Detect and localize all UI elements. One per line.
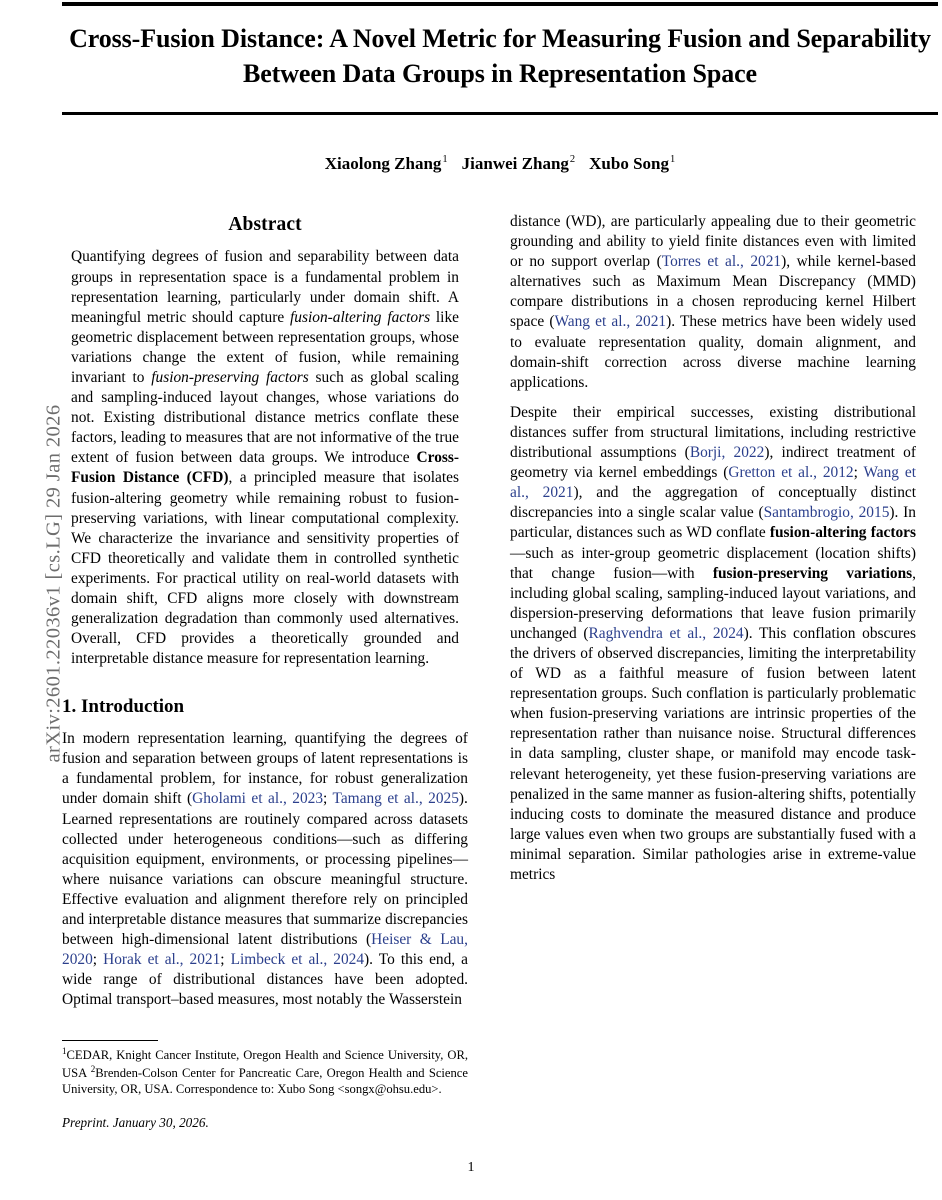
author-1 — [325, 154, 448, 173]
footnote-rule — [62, 1040, 158, 1041]
citation-link[interactable]: 2023 — [292, 790, 324, 808]
author-name: Xubo Song — [589, 154, 670, 173]
footnote-block — [62, 1040, 468, 1131]
citation-link[interactable]: 2021 — [635, 313, 667, 331]
citation-link[interactable] — [411, 931, 419, 948]
author-list — [62, 154, 938, 174]
introduction-right-flow — [510, 212, 916, 885]
citation-link[interactable]: Gholami — [192, 790, 246, 808]
citation-link[interactable]: et — [707, 253, 719, 271]
citation-link[interactable]: et — [147, 951, 159, 969]
citation-link[interactable]: Tamang — [332, 790, 382, 808]
citation-link[interactable]: Torres — [661, 253, 701, 271]
author-2 — [462, 154, 575, 173]
citation-link[interactable]: Heiser — [371, 931, 412, 949]
citation-link[interactable]: 2021 — [189, 951, 221, 969]
citation-link[interactable]: 2024 — [333, 951, 365, 969]
citation-link[interactable]: Raghvendra et al., 2024 — [588, 624, 744, 642]
title-line-1: Cross-Fusion Distance: A Novel Metric for Measuring Fusion and Separability — [69, 24, 931, 53]
preprint-notice: Preprint. January 30, 2026. — [62, 1114, 209, 1130]
citation-link[interactable]: al., — [725, 253, 744, 271]
intro-paragraph-2: Despite their empirical successes, existing distributional distances suffer from structural limitations, including restrictive distributional assumptions (Borji, 2022), indirect treatment of geometry via kernel embeddings (Gretton et al., 2012; Wang et al., 2021), and the aggregation of conceptually distinct discrepancies into a single scalar value (Santambrogio, 2015). In particular, distances such as WD conflate fusion-altering factors—such as inter-group geometric displacement (location shifts) that change fusion—with fusion-preserving variations, including global scaling, sampling-induced layout variations, and dispersion-preserving deformations that leave fusion primarily unchanged (Raghvendra et al., 2024). This conflation obscures the drivers of observed discrepancies, limiting the interpretability of WD as a faithful measure of fusion between latent representation groups. Such conflation is particularly problematic when fusion-preserving variations are intrinsic properties of the representation rather than nuisance noise. Structural differences in data sampling, cluster shape, or manifold may encode task-relevant heterogeneity, yet these fusion-preserving variations are penalized in the same manner as fusion-altering shifts, potentially inducing costs to dominate the measured distance and produce large values even when two groups are substantially fused with a minimal separation. Similar pathologies arise in extreme-value metrics — [510, 403, 917, 883]
citation-link[interactable]: et — [595, 313, 607, 331]
citation-link[interactable] — [432, 931, 440, 948]
citation-link[interactable]: et — [387, 790, 399, 808]
title-line-2: Between Data Groups in Representation Space — [242, 58, 757, 88]
citation-link[interactable]: al., — [403, 790, 423, 808]
author-affiliation-marker: 1 — [670, 154, 676, 166]
title-rule — [62, 112, 938, 115]
page-title — [62, 22, 938, 91]
footnote-affiliations: $^1$CEDAR, Knight Cancer Institute, Oregon Health and Science University, OR, USA $^2$Brenden-Colson Center for Pancreatic Care, Oregon Health and Science University, OR, USA. Correspondence to: Xubo Song <songx@ohsu.edu>. — [62, 1046, 468, 1096]
citation-link[interactable]: al., — [611, 313, 631, 331]
right-column — [510, 212, 916, 885]
citation-link[interactable]: Limbeck — [230, 951, 286, 969]
page-number: 1 — [467, 1160, 475, 1175]
citation-link[interactable]: Gretton et al., 2012 — [728, 464, 854, 482]
citation-link[interactable]: 2020 — [62, 951, 93, 969]
author-name: Xiaolong Zhang — [324, 154, 442, 173]
citation-link[interactable]: Santambrogio, 2015 — [763, 504, 890, 522]
citation-link[interactable]: al., — [267, 790, 287, 808]
arxiv-stamp: arXiv:2601.22036v1 [cs.LG] 29 Jan 2026 — [42, 404, 65, 763]
intro-paragraph-part-2: distance (WD), are particularly appealing due to their geometric grounding and ability to yield finite distances even with limited or no support overlap (Torres et al., 2021), while kernel-based alternatives such as Maximum Mean Discrepancy (MMD) compare distributions in a chosen reproducing kernel Hilbert space (Wang et al., 2021). These metrics have been widely used to evaluate representation quality, domain alignment, and domain-shift correction across diverse machine learning applications. — [510, 213, 916, 391]
citation-link[interactable]: et — [251, 790, 263, 808]
citation-link[interactable]: 2021 — [750, 253, 782, 271]
citation-link[interactable]: Wang et al., 2021 — [510, 464, 916, 502]
abstract-body: Quantifying degrees of fusion and separability between data groups in representation space is a fundamental problem in representation learning, particularly under domain shift. A meaningful metric should capture fusion-altering factors like geometric displacement between representation groups, whose variations change the extent of fusion, while remaining invariant to fusion-preserving factors such as global scaling and sampling-induced layout changes, whose variations do not. Existing distributional distance metrics conflate these factors, leading to measures that are not informative of the true extent of fusion between data groups. We introduce Cross-Fusion Distance (CFD), a principled measure that isolates fusion-altering geometry while remaining robust to fusion-preserving variations, with linear computational complexity. We characterize the invariance and sensitivity properties of CFD theoretically and validate them in controlled synthetic experiments. For practical utility on real-world datasets with domain shift, CFD aligns more closely with downstream generalization degradation than commonly used alternatives. Overall, CFD provides a theoretically grounded and interpretable distance measure for representation learning. — [71, 248, 459, 668]
intro-paragraph-part-1: In modern representation learning, quantifying the degrees of fusion and separation between groups of latent representations is a fundamental problem, for instance, for robust generalization under domain shift (Gholami et al., 2023; Tamang et al., 2025). Learned representations are routinely compared across datasets collected under heterogeneous conditions—such as differing acquisition equipment, environments, or processing pipelines—where nuisance variations can obscure meaningful structure. Effective evaluation and alignment therefore rely on principled and interpretable distance measures that summarize discrepancies between high-dimensional latent distributions (Heiser & Lau, 2020; Horak et al., 2021; Limbeck et al., 2024). To this end, a wide range of distributional distances have been adopted. Optimal transport–based measures, most notably the Wasserstein — [62, 730, 469, 1009]
citation-link[interactable]: Horak — [103, 951, 142, 969]
top-rule — [62, 2, 938, 6]
introduction-left-flow — [62, 729, 468, 1010]
left-column — [62, 212, 468, 1011]
author-affiliation-marker: 2 — [569, 154, 576, 166]
citation-link[interactable]: & — [419, 931, 432, 949]
author-3 — [589, 154, 675, 173]
citation-link[interactable]: al., — [308, 951, 328, 969]
citation-link[interactable]: Borji, 2022 — [689, 444, 765, 462]
citation-link[interactable]: et — [291, 951, 303, 969]
author-name: Jianwei Zhang — [461, 154, 569, 173]
citation-link[interactable]: Lau, — [440, 931, 468, 949]
abstract-heading: Abstract — [228, 214, 302, 235]
section-heading-introduction: 1. Introduction — [62, 696, 185, 718]
citation-link[interactable]: Wang — [554, 313, 590, 331]
citation-link[interactable]: al., — [164, 951, 184, 969]
citation-link[interactable]: 2025 — [428, 790, 459, 808]
author-affiliation-marker: 1 — [442, 154, 448, 166]
